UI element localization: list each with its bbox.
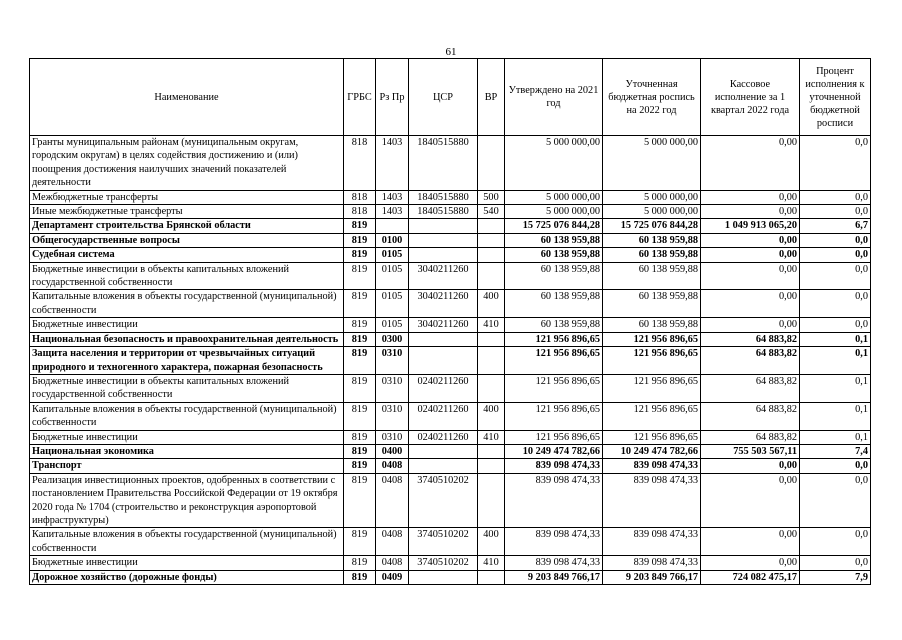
table-row	[30, 190, 871, 204]
cell-refined: 5 000 000,00	[603, 136, 701, 191]
header-percent: Процент исполнения к уточненной бюджетной росписи	[800, 59, 871, 136]
header-vr: ВР	[478, 59, 505, 136]
header-name: Наименование	[30, 59, 344, 136]
table-row	[30, 262, 871, 290]
cell-csr: 1840515880	[409, 190, 478, 204]
cell-percent: 0,1	[800, 332, 871, 346]
cell-refined: 15 725 076 844,28	[603, 219, 701, 233]
cell-approved: 60 138 959,88	[505, 233, 603, 247]
cell-csr: 3740510202	[409, 528, 478, 556]
cell-name: Национальная безопасность и правоохранительная деятельность	[30, 332, 344, 346]
cell-approved: 60 138 959,88	[505, 290, 603, 318]
cell-vr	[478, 136, 505, 191]
cell-grbs: 819	[344, 473, 376, 528]
cell-percent: 0,0	[800, 473, 871, 528]
table-header-row	[30, 59, 871, 136]
cell-approved: 121 956 896,65	[505, 402, 603, 430]
cell-approved: 121 956 896,65	[505, 347, 603, 375]
cell-name: Национальная экономика	[30, 444, 344, 458]
cell-grbs: 819	[344, 556, 376, 570]
cell-refined: 121 956 896,65	[603, 347, 701, 375]
cell-rzpr: 1403	[376, 190, 409, 204]
cell-rzpr: 0100	[376, 233, 409, 247]
cell-csr: 0240211260	[409, 402, 478, 430]
table-row	[30, 205, 871, 219]
cell-percent: 0,1	[800, 402, 871, 430]
cell-refined: 5 000 000,00	[603, 205, 701, 219]
cell-approved: 839 098 474,33	[505, 556, 603, 570]
cell-grbs: 819	[344, 248, 376, 262]
header-approved: Утверждено на 2021 год	[505, 59, 603, 136]
cell-csr	[409, 459, 478, 473]
cell-approved: 60 138 959,88	[505, 248, 603, 262]
table-row	[30, 444, 871, 458]
table-row	[30, 473, 871, 528]
cell-grbs: 818	[344, 205, 376, 219]
table-row	[30, 248, 871, 262]
cell-vr	[478, 459, 505, 473]
cell-grbs: 819	[344, 374, 376, 402]
page-number: 61	[445, 46, 457, 58]
cell-percent: 0,0	[800, 290, 871, 318]
cell-percent: 0,1	[800, 430, 871, 444]
cell-csr: 0240211260	[409, 430, 478, 444]
cell-refined: 60 138 959,88	[603, 262, 701, 290]
cell-vr	[478, 570, 505, 584]
table-row	[30, 233, 871, 247]
cell-grbs: 818	[344, 190, 376, 204]
cell-vr: 400	[478, 528, 505, 556]
cell-refined: 9 203 849 766,17	[603, 570, 701, 584]
cell-grbs: 819	[344, 459, 376, 473]
cell-vr: 410	[478, 556, 505, 570]
cell-name: Реализация инвестиционных проектов, одобренных в соответствии с постановлением Правительства Российской Федерации от 19 октября 2020 года № 1704 (строительство и реконструкция аэропортовой инфраструктуры)	[30, 473, 344, 528]
cell-vr	[478, 473, 505, 528]
cell-csr: 3040211260	[409, 318, 478, 332]
cell-rzpr: 0310	[376, 374, 409, 402]
table-row	[30, 347, 871, 375]
cell-percent: 0,0	[800, 136, 871, 191]
cell-name: Транспорт	[30, 459, 344, 473]
cell-csr: 0240211260	[409, 374, 478, 402]
cell-refined: 121 956 896,65	[603, 430, 701, 444]
cell-percent: 0,0	[800, 318, 871, 332]
cell-csr	[409, 347, 478, 375]
cell-name: Бюджетные инвестиции в объекты капитальных вложений государственной собственности	[30, 262, 344, 290]
cell-name: Капитальные вложения в объекты государственной (муниципальной) собственности	[30, 528, 344, 556]
cell-refined: 60 138 959,88	[603, 318, 701, 332]
cell-vr	[478, 332, 505, 346]
cell-csr: 3040211260	[409, 290, 478, 318]
cell-cash: 64 883,82	[701, 347, 800, 375]
cell-cash: 0,00	[701, 290, 800, 318]
cell-percent: 0,0	[800, 205, 871, 219]
cell-percent: 0,1	[800, 374, 871, 402]
cell-rzpr: 0408	[376, 459, 409, 473]
cell-approved: 5 000 000,00	[505, 205, 603, 219]
cell-percent: 7,9	[800, 570, 871, 584]
table-row	[30, 570, 871, 584]
cell-approved: 10 249 474 782,66	[505, 444, 603, 458]
cell-vr	[478, 233, 505, 247]
cell-name: Бюджетные инвестиции в объекты капитальных вложений государственной собственности	[30, 374, 344, 402]
cell-rzpr: 0300	[376, 332, 409, 346]
cell-vr: 410	[478, 430, 505, 444]
cell-csr	[409, 570, 478, 584]
cell-percent: 6,7	[800, 219, 871, 233]
cell-name: Дорожное хозяйство (дорожные фонды)	[30, 570, 344, 584]
table-row	[30, 374, 871, 402]
cell-grbs: 819	[344, 318, 376, 332]
cell-approved: 121 956 896,65	[505, 374, 603, 402]
cell-refined: 60 138 959,88	[603, 248, 701, 262]
cell-name: Судебная система	[30, 248, 344, 262]
cell-name: Бюджетные инвестиции	[30, 556, 344, 570]
cell-csr: 3040211260	[409, 262, 478, 290]
cell-cash: 0,00	[701, 473, 800, 528]
table-body	[30, 136, 871, 585]
cell-name: Бюджетные инвестиции	[30, 430, 344, 444]
cell-csr	[409, 219, 478, 233]
cell-rzpr: 0310	[376, 402, 409, 430]
cell-vr	[478, 248, 505, 262]
cell-name: Капитальные вложения в объекты государственной (муниципальной) собственности	[30, 290, 344, 318]
cell-refined: 10 249 474 782,66	[603, 444, 701, 458]
table-row	[30, 290, 871, 318]
cell-rzpr: 0310	[376, 430, 409, 444]
cell-grbs: 819	[344, 219, 376, 233]
cell-vr: 400	[478, 290, 505, 318]
cell-rzpr: 0310	[376, 347, 409, 375]
cell-rzpr: 0105	[376, 318, 409, 332]
cell-rzpr	[376, 219, 409, 233]
cell-cash: 0,00	[701, 190, 800, 204]
table-row	[30, 459, 871, 473]
cell-name: Департамент строительства Брянской области	[30, 219, 344, 233]
cell-approved: 60 138 959,88	[505, 318, 603, 332]
cell-vr	[478, 262, 505, 290]
cell-refined: 839 098 474,33	[603, 473, 701, 528]
cell-percent: 0,0	[800, 248, 871, 262]
table-row	[30, 219, 871, 233]
cell-refined: 839 098 474,33	[603, 459, 701, 473]
cell-name: Защита населения и территории от чрезвычайных ситуаций природного и техногенного характера, пожарная безопасность	[30, 347, 344, 375]
cell-cash: 724 082 475,17	[701, 570, 800, 584]
cell-grbs: 819	[344, 570, 376, 584]
cell-cash: 0,00	[701, 248, 800, 262]
cell-cash: 64 883,82	[701, 332, 800, 346]
table-row	[30, 136, 871, 191]
cell-percent: 0,0	[800, 190, 871, 204]
cell-vr	[478, 444, 505, 458]
budget-table	[29, 58, 871, 585]
cell-cash: 755 503 567,11	[701, 444, 800, 458]
cell-vr	[478, 374, 505, 402]
cell-refined: 121 956 896,65	[603, 402, 701, 430]
cell-approved: 839 098 474,33	[505, 459, 603, 473]
cell-cash: 64 883,82	[701, 430, 800, 444]
cell-vr: 400	[478, 402, 505, 430]
cell-rzpr: 0409	[376, 570, 409, 584]
table-row	[30, 332, 871, 346]
cell-grbs: 819	[344, 262, 376, 290]
cell-grbs: 819	[344, 444, 376, 458]
cell-cash: 0,00	[701, 205, 800, 219]
cell-approved: 9 203 849 766,17	[505, 570, 603, 584]
cell-cash: 0,00	[701, 318, 800, 332]
header-cash: Кассовое исполнение за 1 квартал 2022 года	[701, 59, 800, 136]
cell-csr: 1840515880	[409, 205, 478, 219]
cell-vr: 540	[478, 205, 505, 219]
cell-csr	[409, 444, 478, 458]
cell-name: Иные межбюджетные трансферты	[30, 205, 344, 219]
cell-percent: 0,0	[800, 528, 871, 556]
cell-rzpr: 0408	[376, 528, 409, 556]
cell-cash: 0,00	[701, 556, 800, 570]
cell-name: Гранты муниципальным районам (муниципальным округам, городским округам) в целях содействия достижению и (или) поощрения достижения наилучших значений показателей деятельности	[30, 136, 344, 191]
cell-cash: 64 883,82	[701, 374, 800, 402]
table-row	[30, 556, 871, 570]
cell-approved: 15 725 076 844,28	[505, 219, 603, 233]
cell-name: Капитальные вложения в объекты государственной (муниципальной) собственности	[30, 402, 344, 430]
cell-percent: 0,1	[800, 347, 871, 375]
header-rzpr: Рз Пр	[376, 59, 409, 136]
cell-grbs: 819	[344, 402, 376, 430]
cell-cash: 0,00	[701, 459, 800, 473]
cell-approved: 839 098 474,33	[505, 528, 603, 556]
cell-grbs: 819	[344, 430, 376, 444]
cell-refined: 121 956 896,65	[603, 374, 701, 402]
cell-cash: 0,00	[701, 136, 800, 191]
cell-csr	[409, 248, 478, 262]
cell-name: Межбюджетные трансферты	[30, 190, 344, 204]
cell-cash: 1 049 913 065,20	[701, 219, 800, 233]
cell-name: Общегосударственные вопросы	[30, 233, 344, 247]
cell-vr: 410	[478, 318, 505, 332]
cell-cash: 64 883,82	[701, 402, 800, 430]
cell-vr	[478, 347, 505, 375]
cell-approved: 5 000 000,00	[505, 136, 603, 191]
cell-rzpr: 0408	[376, 556, 409, 570]
cell-grbs: 819	[344, 332, 376, 346]
cell-refined: 839 098 474,33	[603, 528, 701, 556]
cell-refined: 839 098 474,33	[603, 556, 701, 570]
cell-csr: 3740510202	[409, 473, 478, 528]
cell-csr: 3740510202	[409, 556, 478, 570]
cell-refined: 60 138 959,88	[603, 290, 701, 318]
cell-cash: 0,00	[701, 233, 800, 247]
cell-approved: 839 098 474,33	[505, 473, 603, 528]
cell-percent: 7,4	[800, 444, 871, 458]
cell-approved: 121 956 896,65	[505, 332, 603, 346]
cell-approved: 121 956 896,65	[505, 430, 603, 444]
table-row	[30, 430, 871, 444]
cell-approved: 5 000 000,00	[505, 190, 603, 204]
cell-refined: 121 956 896,65	[603, 332, 701, 346]
table-row	[30, 528, 871, 556]
cell-grbs: 819	[344, 347, 376, 375]
cell-rzpr: 0105	[376, 248, 409, 262]
table-row	[30, 318, 871, 332]
cell-grbs: 819	[344, 528, 376, 556]
cell-approved: 60 138 959,88	[505, 262, 603, 290]
cell-refined: 5 000 000,00	[603, 190, 701, 204]
cell-csr	[409, 332, 478, 346]
cell-name: Бюджетные инвестиции	[30, 318, 344, 332]
table-row	[30, 402, 871, 430]
header-grbs: ГРБС	[344, 59, 376, 136]
cell-percent: 0,0	[800, 556, 871, 570]
cell-vr: 500	[478, 190, 505, 204]
cell-percent: 0,0	[800, 233, 871, 247]
header-csr: ЦСР	[409, 59, 478, 136]
cell-rzpr: 0400	[376, 444, 409, 458]
cell-rzpr: 0105	[376, 262, 409, 290]
cell-csr	[409, 233, 478, 247]
cell-cash: 0,00	[701, 262, 800, 290]
cell-percent: 0,0	[800, 459, 871, 473]
cell-grbs: 819	[344, 233, 376, 247]
cell-grbs: 818	[344, 136, 376, 191]
cell-rzpr: 1403	[376, 205, 409, 219]
cell-rzpr: 1403	[376, 136, 409, 191]
cell-grbs: 819	[344, 290, 376, 318]
cell-percent: 0,0	[800, 262, 871, 290]
cell-csr: 1840515880	[409, 136, 478, 191]
cell-vr	[478, 219, 505, 233]
cell-rzpr: 0408	[376, 473, 409, 528]
cell-refined: 60 138 959,88	[603, 233, 701, 247]
header-refined: Уточненная бюджетная роспись на 2022 год	[603, 59, 701, 136]
cell-cash: 0,00	[701, 528, 800, 556]
cell-rzpr: 0105	[376, 290, 409, 318]
